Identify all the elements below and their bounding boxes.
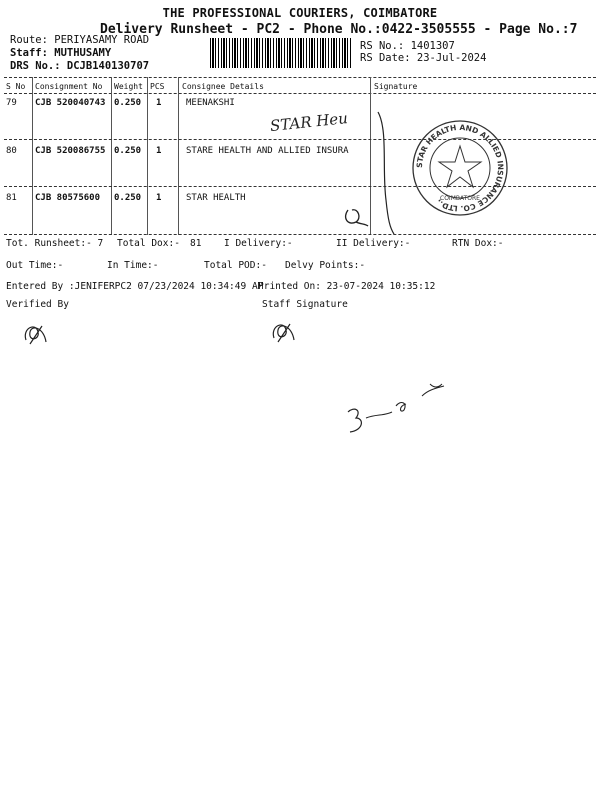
- col-sno: S No: [6, 82, 26, 91]
- in-time: In Time:-: [107, 260, 159, 271]
- handwritten-text: STAR Heu: [269, 109, 349, 136]
- header-rule: [4, 93, 596, 94]
- staff-initials: [268, 316, 298, 346]
- rs-date: RS Date: 23-Jul-2024: [360, 52, 487, 64]
- row-pcs: 1: [156, 193, 162, 203]
- rtn-dox: RTN Dox:-: [452, 238, 504, 249]
- bracket-stroke: [370, 110, 400, 240]
- delvy-points: Delvy Points:-: [285, 260, 366, 271]
- scribble-mark: [342, 204, 372, 228]
- col-divider: [32, 77, 33, 235]
- row-consignee: STARE HEALTH AND ALLIED INSURA: [186, 146, 349, 156]
- row-pcs: 1: [156, 98, 162, 108]
- col-signature: Signature: [374, 82, 418, 91]
- handwritten-scribble: [340, 376, 450, 446]
- staff-value: MUTHUSAMY: [54, 47, 112, 59]
- route-value: PERIYASAMY ROAD: [54, 34, 150, 46]
- runsheet-subtitle: Delivery Runsheet - PC2 - Phone No.:0422-3505555 - Page No.:7: [100, 22, 578, 37]
- total-pod: Total POD:-: [204, 260, 267, 271]
- verifier-initials: [20, 318, 50, 348]
- table-top-rule: [4, 77, 596, 78]
- route-label: Route:: [10, 34, 48, 46]
- stamp-inner-text: COIMBATORE: [440, 195, 480, 202]
- row-consignee: MEENAKSHI: [186, 98, 235, 108]
- col-consignee: Consignee Details: [182, 82, 264, 91]
- drs-label: DRS No.:: [10, 60, 61, 72]
- row-consignment: CJB 520086755: [35, 146, 106, 156]
- row-weight: 0.250: [114, 98, 142, 108]
- ii-delivery: II Delivery:-: [336, 238, 411, 249]
- total-runsheet: Tot. Runsheet:- 7: [6, 238, 104, 249]
- handwritten-signature: [270, 108, 380, 138]
- col-divider: [147, 77, 148, 235]
- company-title: THE PROFESSIONAL COURIERS, COIMBATORE: [162, 6, 438, 20]
- verified-by-label: Verified By: [6, 299, 69, 310]
- row-consignment: CJB 80575600: [35, 193, 101, 203]
- stamp-ring-text: STAR HEALTH AND ALLIED INSURANCE CO. LTD.,: [414, 122, 506, 214]
- star-icon: [439, 146, 481, 187]
- row-pcs: 1: [156, 146, 162, 156]
- drs-line: [10, 60, 149, 72]
- col-pcs: PCS: [150, 82, 165, 91]
- route-line: [10, 34, 149, 46]
- total-dox-label: Total Dox:-: [117, 238, 180, 249]
- row-weight: 0.250: [114, 193, 142, 203]
- col-consignment: Consignment No: [35, 82, 103, 91]
- total-dox-value: 81: [190, 238, 202, 249]
- i-delivery: I Delivery:-: [224, 238, 293, 249]
- staff-label: Staff:: [10, 47, 48, 59]
- table-bottom-rule: [4, 234, 596, 235]
- row-consignment: CJB 520040743: [35, 98, 106, 108]
- row-sno: 79: [6, 98, 17, 108]
- col-weight: Weight: [114, 82, 143, 91]
- barcode: [210, 38, 352, 68]
- entered-by: Entered By :JENIFERPC2 07/23/2024 10:34:49 AM: [6, 281, 264, 292]
- row-weight: 0.250: [114, 146, 142, 156]
- rs-number: RS No.: 1401307: [360, 40, 455, 52]
- col-divider: [178, 77, 179, 235]
- company-stamp: [410, 118, 510, 218]
- row-sno: 80: [6, 146, 17, 156]
- printed-on: Printed On: 23-07-2024 10:35:12: [258, 281, 436, 292]
- row-consignee: STAR HEALTH: [186, 193, 246, 203]
- row-sno: 81: [6, 193, 17, 203]
- staff-signature-label: Staff Signature: [262, 299, 348, 310]
- col-divider: [111, 77, 112, 235]
- drs-value: DCJB140130707: [66, 60, 150, 72]
- staff-line: [10, 47, 111, 59]
- out-time: Out Time:-: [6, 260, 64, 271]
